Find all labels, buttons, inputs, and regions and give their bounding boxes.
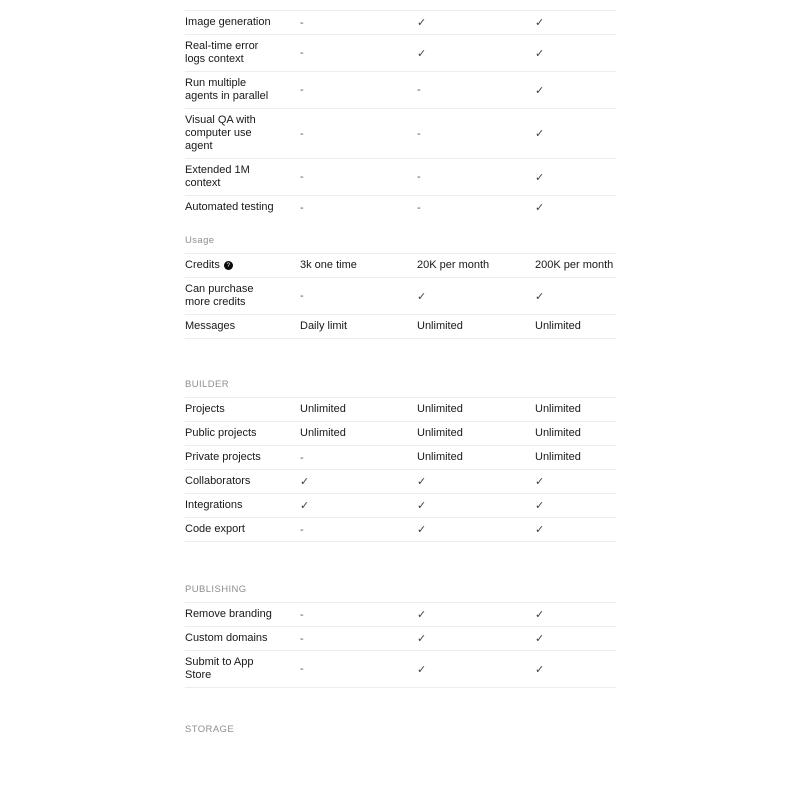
section-header-storage: STORAGE	[185, 724, 235, 735]
check-icon: ✓	[417, 609, 427, 621]
dash-icon: -	[417, 127, 421, 140]
cell-value: 20K per month	[417, 259, 490, 271]
check-icon: ✓	[535, 171, 545, 184]
dash-icon: -	[300, 663, 304, 675]
check-icon: ✓	[417, 476, 427, 488]
table-row	[185, 494, 616, 518]
dash-icon: -	[417, 171, 421, 183]
feature-label	[185, 283, 277, 309]
pricing-comparison-table	[185, 0, 616, 742]
check-icon: ✓	[417, 633, 427, 645]
table-row	[185, 196, 616, 219]
check-icon: ✓	[417, 47, 427, 60]
feature-label-text: Automated testing	[185, 201, 274, 213]
feature-label-text: Private projects	[185, 451, 261, 463]
table-row	[185, 470, 616, 494]
table-row	[185, 446, 616, 470]
feature-label-text: Run multiple agents in parallel	[185, 77, 269, 102]
section-header-usage: Usage	[185, 234, 616, 254]
check-icon: ✓	[300, 476, 310, 488]
check-icon: ✓	[535, 633, 545, 645]
feature-label-text: Real-time error logs context	[185, 40, 259, 65]
dash-icon: -	[300, 523, 304, 536]
table-row	[185, 518, 616, 542]
check-icon: ✓	[535, 84, 545, 97]
cell-value: Unlimited	[300, 427, 346, 439]
section-storage	[185, 723, 616, 742]
feature-label-text: Messages	[185, 320, 236, 332]
feature-label-text: Image generation	[185, 16, 271, 28]
table-row	[185, 651, 616, 688]
table-row	[185, 109, 616, 159]
section-features	[185, 11, 616, 219]
feature-label	[185, 16, 277, 29]
check-icon: ✓	[417, 663, 427, 676]
feature-label-text: Extended 1M context	[185, 164, 250, 189]
check-icon: ✓	[535, 202, 545, 214]
check-icon: ✓	[535, 524, 545, 536]
feature-label-text: Custom domains	[185, 632, 268, 644]
dash-icon: -	[300, 171, 304, 183]
check-icon: ✓	[417, 17, 427, 29]
check-icon: ✓	[417, 290, 427, 303]
cell-value: Unlimited	[417, 451, 463, 463]
cell-value: Unlimited	[535, 427, 581, 439]
dash-icon: -	[300, 84, 304, 96]
feature-label	[185, 201, 277, 214]
feature-label	[185, 499, 277, 512]
feature-label	[185, 632, 277, 645]
table-row	[185, 627, 616, 651]
check-icon: ✓	[535, 290, 545, 303]
table-row	[185, 398, 616, 422]
check-icon: ✓	[535, 47, 545, 60]
dash-icon: -	[300, 451, 304, 464]
check-icon: ✓	[535, 609, 545, 621]
table-row	[185, 254, 616, 278]
feature-label	[185, 608, 277, 621]
feature-label-text: Visual QA with computer use agent	[185, 114, 256, 152]
dash-icon: -	[417, 84, 421, 96]
dash-icon: -	[417, 201, 421, 214]
check-icon: ✓	[535, 500, 545, 512]
section-usage	[185, 234, 616, 339]
table-row	[185, 11, 616, 35]
cutoff-row-border	[185, 0, 616, 11]
cell-value: Unlimited	[417, 403, 463, 415]
table-row	[185, 603, 616, 627]
check-icon: ✓	[417, 500, 427, 512]
section-publishing	[185, 583, 616, 688]
feature-label	[185, 77, 277, 103]
feature-label-text: Collaborators	[185, 475, 251, 487]
check-icon: ✓	[535, 17, 545, 29]
dash-icon: -	[300, 127, 304, 140]
table-row	[185, 72, 616, 109]
table-sections	[185, 11, 616, 742]
cell-value: Unlimited	[535, 451, 581, 463]
feature-label-text: Projects	[185, 403, 225, 415]
section-header-publishing: PUBLISHING	[185, 583, 616, 603]
cell-value: Unlimited	[300, 403, 346, 415]
help-circle-icon[interactable]: ?	[224, 261, 233, 270]
table-row	[185, 159, 616, 196]
feature-label	[185, 475, 277, 488]
cell-value: 3k one time	[300, 259, 357, 271]
cell-value: Unlimited	[417, 427, 463, 439]
feature-label	[185, 403, 277, 416]
cell-value: Unlimited	[417, 320, 463, 332]
dash-icon: -	[300, 290, 304, 302]
table-row	[185, 35, 616, 72]
dash-icon: -	[300, 201, 304, 214]
section-header-builder: BUILDER	[185, 378, 616, 398]
table-row	[185, 315, 616, 339]
feature-label-text: Public projects	[185, 427, 257, 439]
feature-label-text: Credits	[185, 259, 220, 271]
dash-icon: -	[300, 47, 304, 59]
table-row	[185, 278, 616, 315]
cell-value: Unlimited	[535, 403, 581, 415]
cell-value: Unlimited	[535, 320, 581, 332]
feature-label	[185, 427, 277, 440]
dash-icon: -	[300, 632, 304, 645]
dash-icon: -	[300, 16, 304, 29]
check-icon: ✓	[535, 476, 545, 488]
feature-label	[185, 40, 277, 66]
check-icon: ✓	[535, 128, 545, 140]
feature-label-text: Remove branding	[185, 608, 272, 620]
feature-label-text: Can purchase more credits	[185, 283, 254, 308]
feature-label	[185, 523, 277, 536]
check-icon: ✓	[535, 663, 545, 676]
feature-label	[185, 259, 277, 272]
feature-label-text: Submit to App Store	[185, 656, 254, 681]
feature-label-text: Code export	[185, 523, 245, 535]
dash-icon: -	[300, 608, 304, 621]
table-row	[185, 422, 616, 446]
check-icon: ✓	[417, 524, 427, 536]
section-builder	[185, 378, 616, 542]
feature-label	[185, 451, 277, 464]
feature-label	[185, 656, 277, 682]
feature-label-text: Integrations	[185, 499, 243, 511]
feature-label	[185, 320, 277, 333]
check-icon: ✓	[300, 500, 310, 512]
feature-label	[185, 114, 277, 153]
cell-value: Daily limit	[300, 320, 348, 332]
feature-label	[185, 164, 277, 190]
cell-value: 200K per month	[535, 259, 614, 271]
